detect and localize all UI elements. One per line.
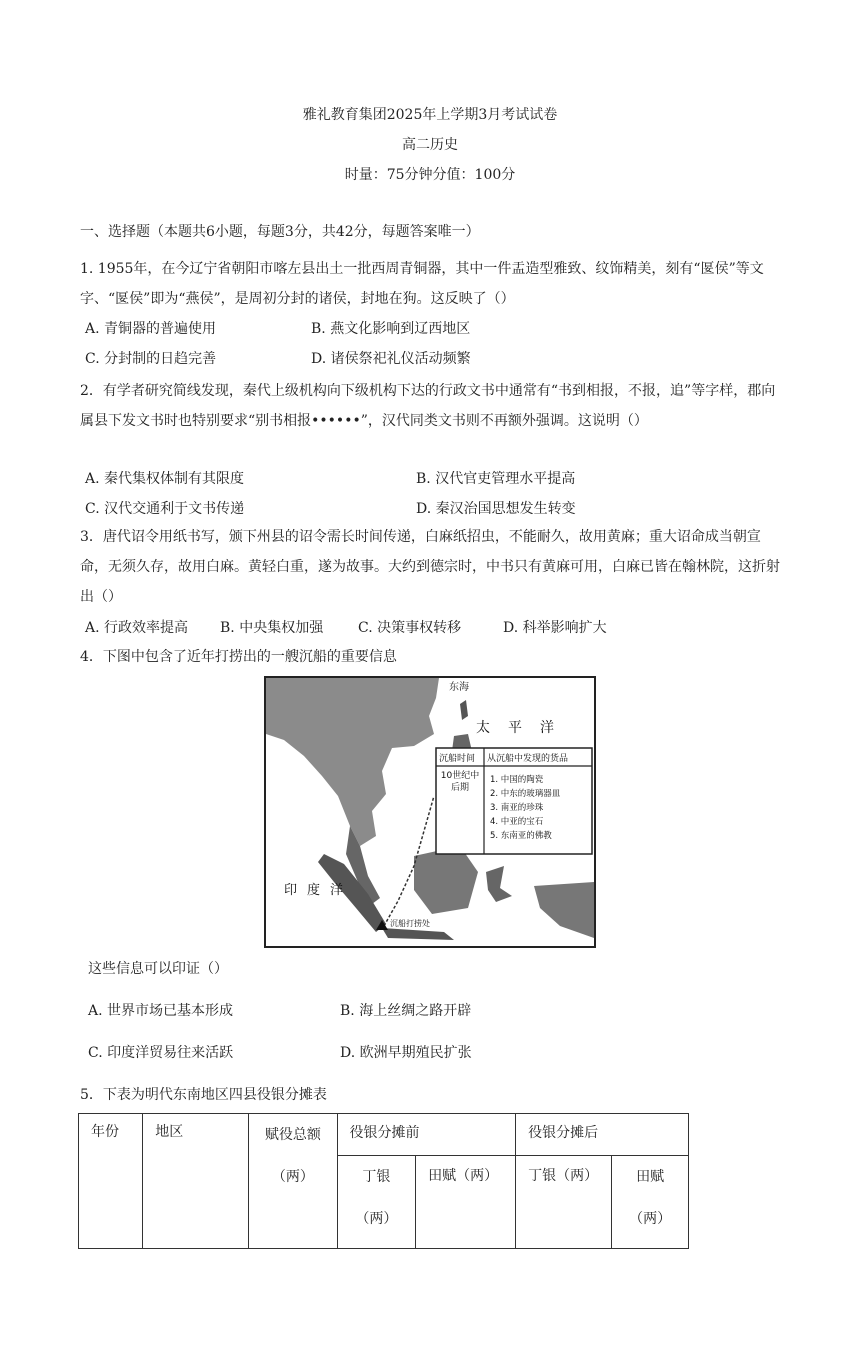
map-table-header-goods: 从沉船中发现的货品 [487,754,569,764]
map-table-time: 10世纪中后期 [440,771,480,793]
q3-option-a: A. 行政效率提高 [85,620,189,636]
map-label-top: 东海 [449,682,469,693]
header-year: 年份 [79,1114,143,1249]
question-5-stem: 5．下表为明代东南地区四县役银分摊表 [80,1087,327,1103]
q4-option-d: D. 欧洲早期殖民扩张 [340,1045,472,1061]
exam-subject: 高二历史 [402,137,458,153]
tax-allocation-table [78,1113,689,1249]
q3-option-b: B. 中央集权加强 [220,620,324,636]
q1-option-c: C. 分封制的日趋完善 [85,351,217,367]
goods-item-4: 4. 中亚的宝石 [490,817,544,827]
question-4-stem: 4．下图中包含了近年打捞出的一艘沉船的重要信息 [80,649,397,665]
header-tianfu-after [612,1156,689,1249]
question-1-stem: 1. 1955年，在今辽宁省朝阳市喀左县出土一批西周青铜器，其中一件盂造型雅致、纹饰精美，刻有“匽侯”等文字、“匽侯”即为“燕侯”，是周初分封的诸侯，封地在狗。这反映了（） [80,261,764,307]
q4-option-a: A. 世界市场已基本形成 [88,1003,234,1019]
header-after: 役银分摊后 [516,1114,689,1156]
goods-item-1: 1. 中国的陶瓷 [490,775,544,785]
q1-option-a: A. 青铜器的普遍使用 [85,321,217,337]
section-heading: 一、选择题（本题共6小题，每题3分，共42分，每题答案唯一） [80,224,480,240]
q4-option-c: C. 印度洋贸易往来活跃 [88,1045,234,1061]
header-tianfu-before: 田赋（两） [416,1156,516,1249]
q1-option-d: D. 诸侯祭祀礼仪活动频繁 [311,351,471,367]
exam-meta: 时量：75分钟分值：100分 [344,167,516,183]
pacific-ocean-label: 太平洋 [476,720,572,736]
header-total-label: 赋役总额 [264,1127,321,1143]
q1-option-b: B. 燕文化影响到辽西地区 [311,321,471,337]
q2-option-d: D. 秦汉治国思想发生转变 [416,501,576,517]
exam-title: 雅礼教育集团2025年上学期3月考试试卷 [302,107,558,123]
goods-item-3: 3. 南亚的珍珠 [490,803,544,813]
header-total-unit: （两） [271,1169,314,1185]
header-ding-before-label: 丁银 [362,1169,391,1185]
q3-option-d: D. 科举影响扩大 [503,620,607,636]
q2-option-c: C. 汉代交通利于文书传递 [85,501,245,517]
header-ding-before-unit: （两） [355,1211,398,1227]
header-before: 役银分摊前 [337,1114,516,1156]
map-table-header-time: 沉船时间 [439,754,476,764]
header-region: 地区 [143,1114,249,1249]
goods-item-2: 2. 中东的玻璃器皿 [490,789,561,799]
header-tianfu-after-label: 田赋 [636,1169,665,1185]
header-total [249,1114,337,1249]
q2-option-a: A. 秦代集权体制有其限度 [85,471,245,487]
indian-ocean-label: 印度洋 [284,883,354,898]
question-2-stem: 2．有学者研究简线发现，秦代上级机构向下级机构下达的行政文书中通常有“书到相报，不报，追”等字样，郡向属县下发文书时也特别要求“别书相报••••••”，汉代同类文书则不再额外强调。这说明（） [80,383,776,429]
shipwreck-site-label: 沉船打捞处 [390,919,430,928]
q2-option-b: B. 汉代官吏管理水平提高 [416,471,576,487]
header-ding-after: 丁银（两） [516,1156,612,1249]
question-3-stem: 3．唐代诏令用纸书写，颁下州县的诏令需长时间传递，白麻纸招虫，不能耐久，故用黄麻；重大诏命成当朝宣命，无须久存，故用白麻。黄轻白重，遂为故事。大约到德宗时，中书只有黄麻可用，白麻已皆在翰林院，这折射出（） [80,529,780,605]
question-4-followup: 这些信息可以印证（） [88,961,228,977]
shipwreck-map [264,676,596,948]
goods-item-5: 5. 东南亚的佛教 [490,831,552,841]
header-ding-before [337,1156,416,1249]
q4-option-b: B. 海上丝绸之路开辟 [340,1003,472,1019]
header-tianfu-after-unit: （两） [629,1211,672,1227]
q3-option-c: C. 决策事权转移 [358,620,462,636]
